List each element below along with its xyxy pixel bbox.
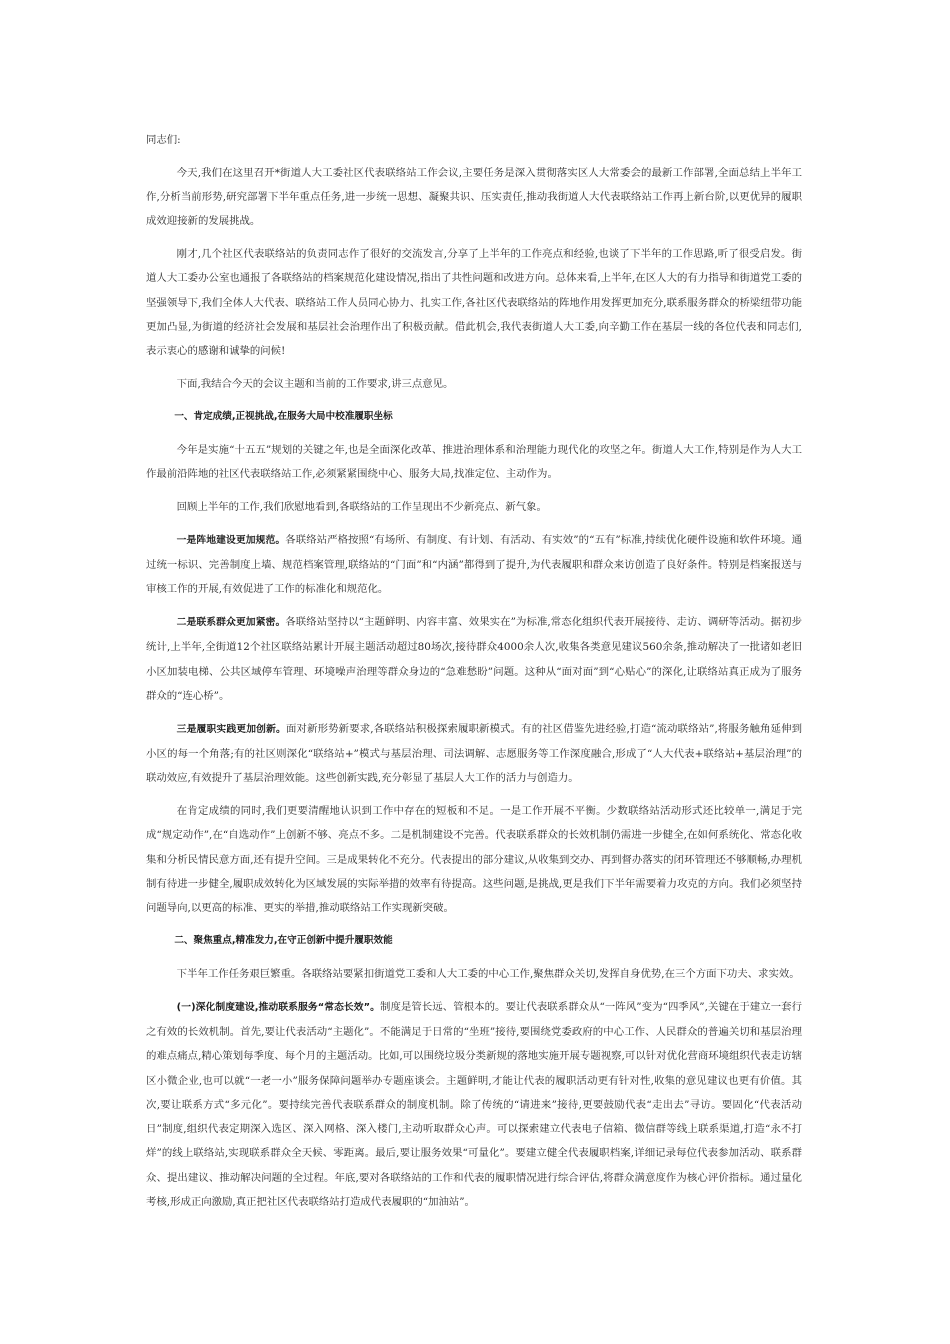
subsection-1-body: 制度是管长远、管根本的。要让代表联系群众从“一阵风”变为“四季风”,关键在于建立一套行之有效的长效机制。首先,要让代表活动“主题化”。不能满足于日常的“坐班”接待,要围绕党委政府的中心工作、人民群众的普遍关切和基层治理的难点痛点,精心策划每季度、每个月的主题活动。比如,可以围绕垃圾分类新规的落地实施开展专题视察,可以针对优化营商环境组织代表走访辖区小微企业,也可以就“一老一小”服务保障问题举办专题座谈会。主题鲜明,才能让代表的履职活动更有针对性,收集的意见建议也更有价值。其次,要让联系方式“多元化”。要持续完善代表联系群众的制度机制。除了传统的“请进来”接待,更要鼓励代表“走出去”寻访。要固化“代表活动日”制度,组织代表定期深入选区、深入网格、深入楼门,主动听取群众心声。可以探索建立代表电子信箱、微信群等线上联系渠道,打造“永不打烊”的线上联络站,实现联系群众全天候、零距离。最后,要让服务效果“可量化”。要建立健全代表履职档案,详细记录每位代表参加活动、联系群众、提出建议、推动解决问题的全过程。年底,要对各联络站的工作和代表的履职情况进行综合评估,将群众满意度作为核心评价指标。通过量化考核,形成正向激励,真正把社区代表联络站打造成代表履职的“加油站”。	[146, 1000, 803, 1209]
salutation: 同志们:	[146, 134, 181, 146]
paragraph-point-2	[146, 610, 802, 708]
paragraph-opening: 今天,我们在这里召开*街道人大工委社区代表联络站工作会议,主要任务是深入贯彻落实区人大常委会的最新工作部署,全面总结上半年工作,分析当前形势,研究部署下半年重点任务,进一步统一思想、凝聚共识、压实责任,推动我街道人大代表联络站工作再上新台阶,以更优异的履职成效迎接新的发展挑战。	[146, 166, 802, 228]
point-1-lead: 一是阵地建设更加规范。	[176, 534, 286, 546]
point-2-lead: 二是联系群众更加紧密。	[176, 617, 286, 629]
section-heading-1: 一、肯定成绩,正视挑战,在服务大局中校准履职坐标	[174, 410, 393, 422]
subsection-1-lead: (一)深化制度建设,推动联系服务“常态长效”。	[176, 1001, 381, 1013]
document-body	[146, 128, 802, 1223]
paragraph-tasks: 下半年工作任务艰巨繁重。各联络站要紧扣街道党工委和人大工委的中心工作,聚焦群众关切,发挥自身优势,在三个方面下功夫、求实效。	[176, 967, 800, 980]
point-3-body: 面对新形势新要求,各联络站积极探索履职新模式。有的社区借鉴先进经验,打造“流动联络站”,将服务触角延伸到小区的每一个角落;有的社区则深化“联络站+”模式与基层治理、司法调解、志愿服务等工作深度融合,形成了“人大代表+联络站+基层治理”的联动效应,有效提升了基层治理效能。这些创新实践,充分彰显了基层人大工作的活力与创造力。	[146, 722, 803, 785]
point-2-body: 各联络站坚持以“主题鲜明、内容丰富、效果实在”为标准,常态化组织代表开展接待、走访、调研等活动。据初步统计,上半年,全街道12个社区联络站累计开展主题活动超过80场次,接待群众4000余人次,收集各类意见建议560余条,推动解决了一批诸如老旧小区加装电梯、公共区域停车管理、环境噪声治理等群众身边的“急难愁盼”问题。这种从“面对面”到“心贴心”的深化,让联络站真正成为了服务群众的“连心桥”。	[146, 616, 803, 702]
point-1-body: 各联络站严格按照“有场所、有制度、有计划、有活动、有实效”的“五有”标准,持续优化硬件设施和软件环境。通过统一标识、完善制度上墙、规范档案管理,联络站的“门面”和“内涵”都得到了提升,为代表履职和群众来访创造了良好条件。特别是档案报送与审核工作的开展,有效促进了工作的标准化和规范化。	[146, 533, 803, 596]
paragraph-context: 今年是实施“十五五”规划的关键之年,也是全面深化改革、推进治理体系和治理能力现代化的攻坚之年。街道人大工作,特别是作为人大工作最前沿阵地的社区代表联络站工作,必须紧紧围绕中心、服务大局,找准定位、主动作为。	[146, 443, 802, 481]
paragraph-point-3	[146, 717, 802, 791]
paragraph-thanks: 刚才,几个社区代表联络站的负责同志作了很好的交流发言,分享了上半年的工作亮点和经验,也谈了下半年的工作思路,听了很受启发。街道人大工委办公室也通报了各联络站的档案规范化建设情况,指出了共性问题和改进方向。总体来看,上半年,在区人大的有力指导和街道党工委的坚强领导下,我们全体人大代表、联络站工作人员同心协力、扎实工作,各社区代表联络站的阵地作用发挥更加充分,联系服务群众的桥梁纽带功能更加凸显,为街道的经济社会发展和基层社会治理作出了积极贡献。借此机会,我代表街道人大工委,向辛勤工作在基层一线的各位代表和同志们,表示衷心的感谢和诚挚的问候!	[146, 248, 802, 358]
paragraph-shortcomings: 在肯定成绩的同时,我们更要清醒地认识到工作中存在的短板和不足。一是工作开展不平衡。少数联络站活动形式还比较单一,满足于完成“规定动作”,在“自选动作”上创新不够、亮点不多。二是机制建设不完善。代表联系群众的长效机制仍需进一步健全,在如何系统化、常态化收集和分析民情民意方面,还有提升空间。三是成果转化不充分。代表提出的部分建议,从收集到交办、再到督办落实的闭环管理还不够顺畅,办理机制有待进一步健全,履职成效转化为区域发展的实际举措的效率有待提高。这些问题,是挑战,更是我们下半年需要着力攻克的方向。我们必须坚持问题导向,以更高的标准、更实的举措,推动联络站工作实现新突破。	[146, 805, 802, 915]
paragraph-subsection-1	[146, 995, 802, 1215]
paragraph-point-1	[146, 528, 802, 602]
paragraph-intro: 下面,我结合今天的会议主题和当前的工作要求,讲三点意见。	[176, 378, 454, 391]
section-heading-2: 二、聚焦重点,精准发力,在守正创新中提升履职效能	[174, 935, 393, 947]
paragraph-review: 回顾上半年的工作,我们欣慰地看到,各联络站的工作呈现出不少新亮点、新气象。	[176, 500, 547, 513]
point-3-lead: 三是履职实践更加创新。	[176, 723, 287, 735]
